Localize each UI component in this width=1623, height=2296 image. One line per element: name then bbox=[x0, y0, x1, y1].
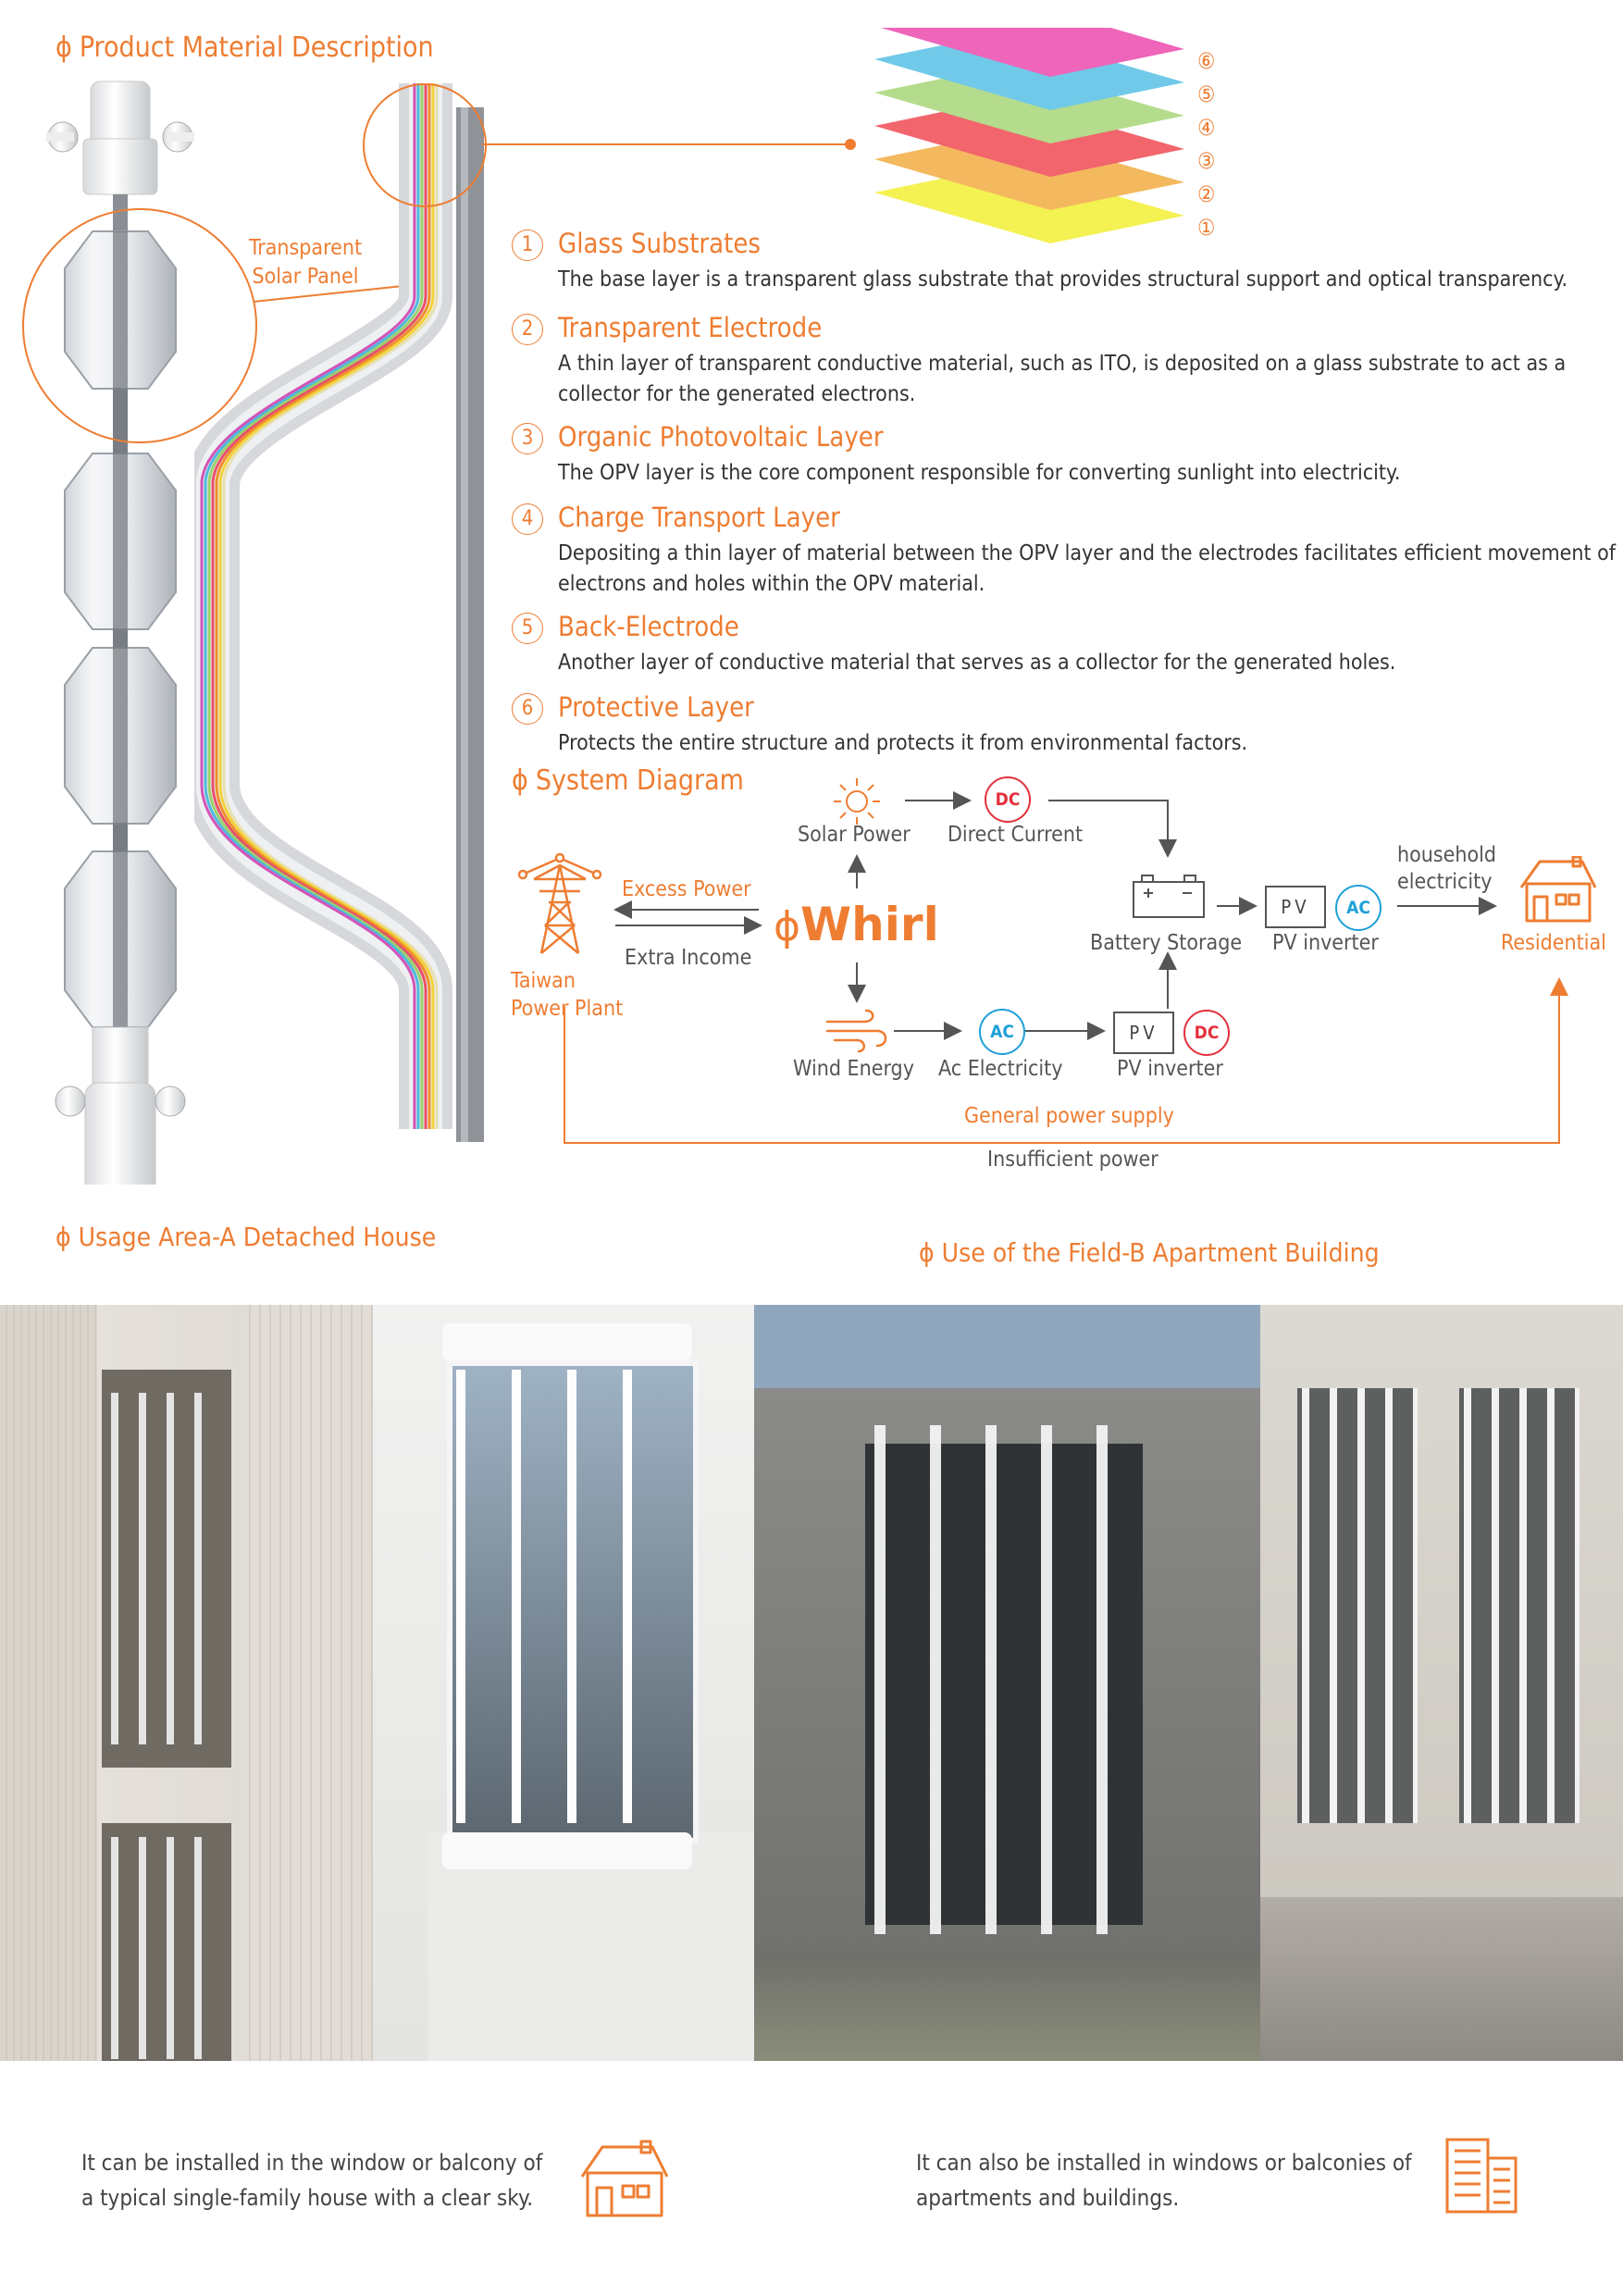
extra-income-label: Extra Income bbox=[625, 946, 752, 970]
household-electricity-label: household electricity bbox=[1397, 843, 1497, 894]
battery-storage-label: Battery Storage bbox=[1090, 931, 1243, 955]
house-icon bbox=[1518, 856, 1599, 925]
layer-desc: A thin layer of transparent conductive material, such as ITO, is deposited on a glass substrate to act as a collector for the generated electrons. bbox=[558, 352, 1567, 406]
layer-desc: Protects the entire structure and protects it from environmental factors. bbox=[558, 731, 1248, 755]
apartment-building-icon bbox=[1443, 2136, 1519, 2215]
stack-num-4: ④ bbox=[1197, 115, 1216, 141]
phi-icon: ɸ bbox=[774, 903, 801, 950]
layer-title: Glass Substrates bbox=[558, 228, 762, 259]
layer-number: 4 bbox=[512, 503, 543, 535]
pv-inverter-label-top: PV inverter bbox=[1272, 931, 1379, 955]
battery-icon bbox=[1131, 873, 1207, 921]
layer-title: Transparent Electrode bbox=[558, 312, 823, 343]
phi-icon: ɸ bbox=[512, 764, 528, 797]
ac-electricity-label: Ac Electricity bbox=[938, 1057, 1063, 1081]
solar-power-label: Solar Power bbox=[798, 823, 911, 847]
usage-b-caption: It can also be installed in windows or balconies of apartments and buildings. bbox=[916, 2150, 1412, 2211]
pv-inverter-box-top: PV bbox=[1265, 886, 1326, 928]
stack-num-1: ① bbox=[1197, 215, 1216, 241]
whirl-logo: ɸWhirl bbox=[774, 898, 939, 951]
house-icon bbox=[578, 2140, 671, 2219]
section-title-material: ɸ Product Material Description bbox=[56, 31, 434, 64]
layer-desc: The OPV layer is the core component responsible for converting sunlight into electricity. bbox=[558, 461, 1401, 485]
layer-number: 2 bbox=[512, 314, 543, 345]
phi-icon: ɸ bbox=[919, 1237, 935, 1268]
layer-number: 5 bbox=[512, 613, 543, 644]
ac-badge-bottom: AC bbox=[979, 1009, 1025, 1055]
direct-current-label: Direct Current bbox=[948, 823, 1084, 847]
phi-icon: ɸ bbox=[56, 1222, 71, 1252]
section-title-system: ɸ System Diagram bbox=[512, 764, 744, 797]
usage-a-caption: It can be installed in the window or balcony of a typical single-family house with a clear sky. bbox=[81, 2150, 543, 2211]
dc-badge-top: DC bbox=[985, 776, 1031, 823]
pv-inverter-box-bottom: PV bbox=[1113, 1011, 1174, 1054]
layer-title: Back-Electrode bbox=[558, 611, 739, 642]
layer-number: 6 bbox=[512, 693, 543, 725]
sun-icon bbox=[831, 776, 883, 827]
section-title-usage-a: ɸ Usage Area-A Detached House bbox=[56, 1222, 437, 1252]
section-title-usage-b: ɸ Use of the Field-B Apartment Building bbox=[919, 1237, 1380, 1268]
pv-inverter-label-bottom: PV inverter bbox=[1117, 1057, 1223, 1081]
ac-badge-top: AC bbox=[1335, 885, 1381, 931]
layer-title: Organic Photovoltaic Layer bbox=[558, 421, 884, 453]
photo-detached-house-facade bbox=[0, 1305, 373, 2061]
residential-label: Residential bbox=[1501, 931, 1606, 955]
photo-apartment-building-a bbox=[754, 1305, 1260, 2061]
transparent-solar-panel-label: Transparent Solar Panel bbox=[248, 236, 363, 289]
wind-energy-label: Wind Energy bbox=[793, 1057, 914, 1081]
stack-num-2: ② bbox=[1197, 181, 1216, 207]
stack-num-5: ⑤ bbox=[1197, 81, 1216, 107]
insufficient-power-label: Insufficient power bbox=[987, 1148, 1158, 1172]
photo-apartment-building-b bbox=[1260, 1305, 1623, 2061]
stack-num-6: ⑥ bbox=[1197, 48, 1216, 74]
phi-icon: ɸ bbox=[56, 31, 72, 64]
power-tower-icon bbox=[514, 838, 606, 958]
layer-desc: Depositing a thin layer of material between the OPV layer and the electrodes facilitates efficient movement of electrons and holes within the OPV material. bbox=[558, 541, 1617, 596]
wind-icon bbox=[824, 1009, 888, 1053]
dc-badge-bottom: DC bbox=[1183, 1010, 1230, 1056]
general-power-supply-label: General power supply bbox=[964, 1104, 1174, 1128]
layer-desc: The base layer is a transparent glass substrate that provides structural support and optical transparency. bbox=[558, 267, 1568, 292]
layer-title: Protective Layer bbox=[558, 691, 754, 723]
layer-desc: Another layer of conductive material that serves as a collector for the generated holes. bbox=[558, 651, 1396, 675]
layer-number: 1 bbox=[512, 230, 543, 261]
photo-detached-house-window bbox=[373, 1305, 754, 2061]
layer-title: Charge Transport Layer bbox=[558, 502, 840, 533]
taiwan-power-plant-label: Taiwan Power Plant bbox=[511, 969, 624, 1021]
excess-power-label: Excess Power bbox=[622, 877, 751, 901]
layer-number: 3 bbox=[512, 423, 543, 454]
stack-num-3: ③ bbox=[1197, 148, 1216, 174]
